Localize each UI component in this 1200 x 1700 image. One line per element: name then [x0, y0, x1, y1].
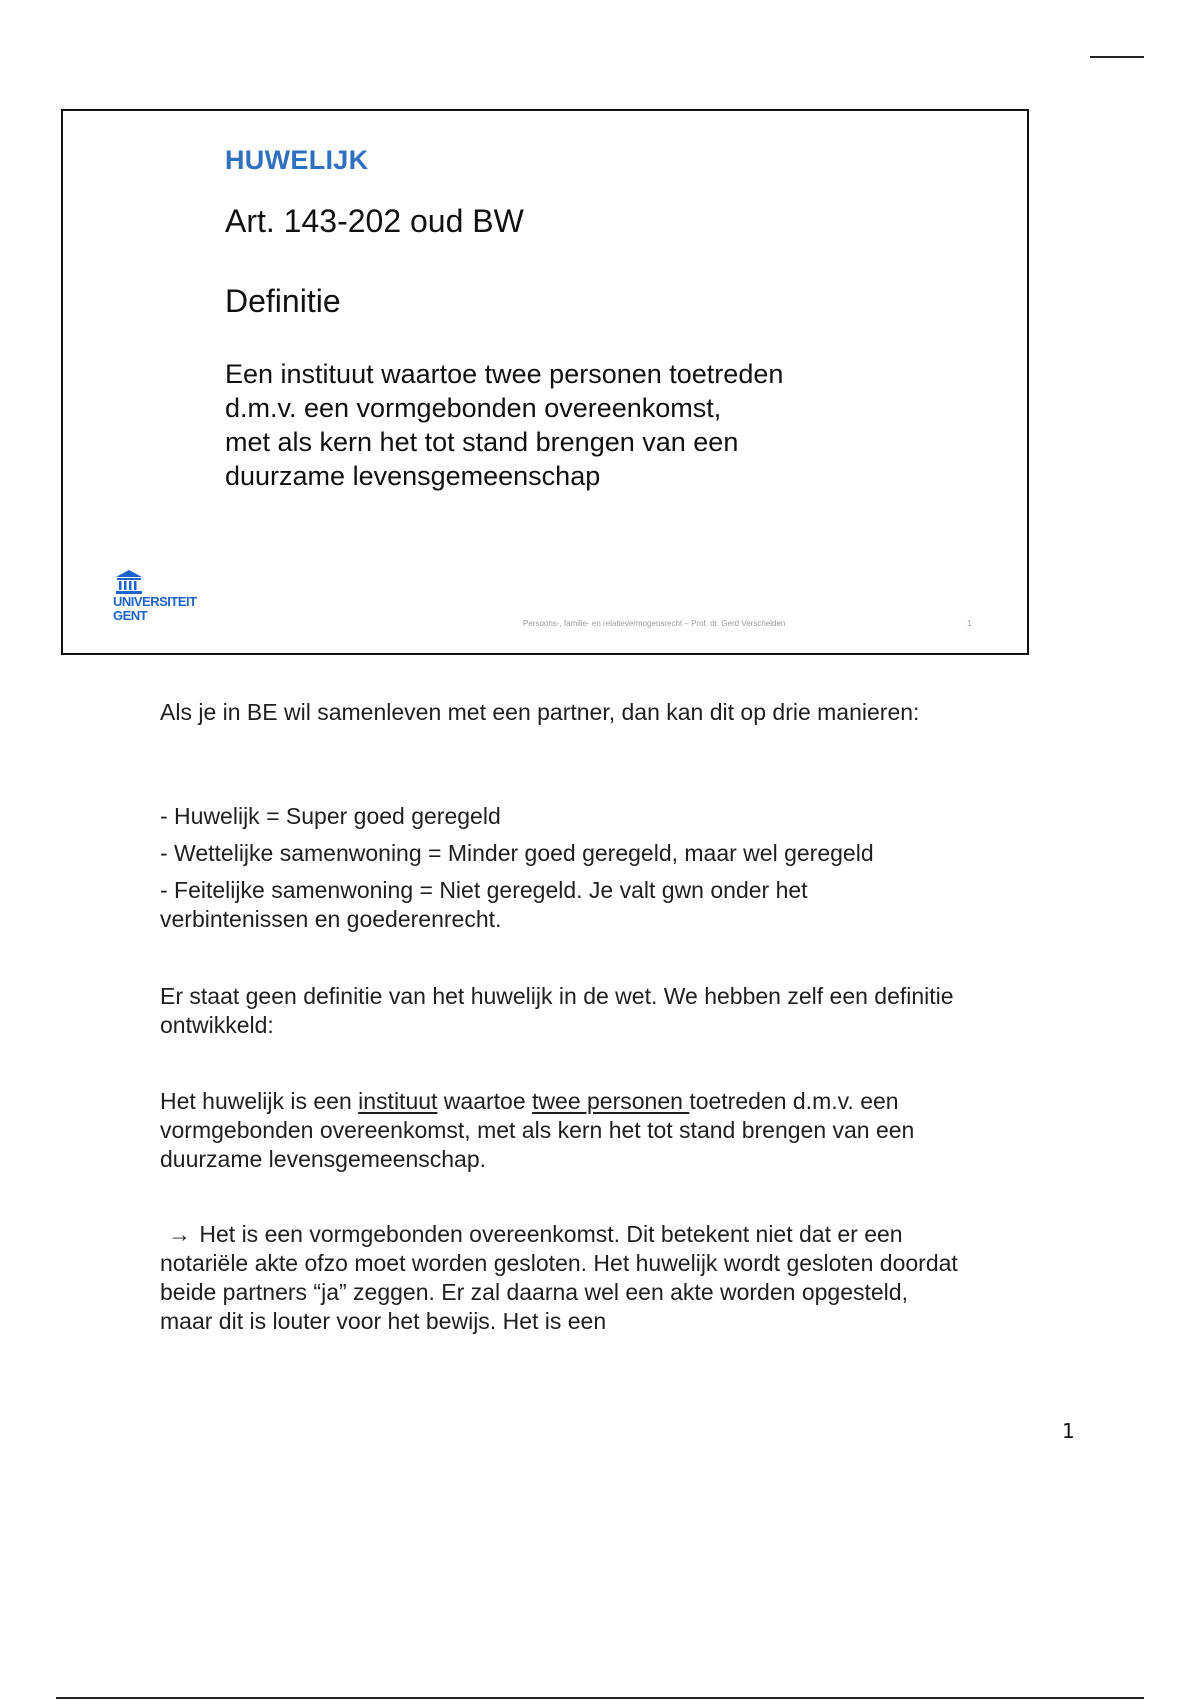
- slide: [61, 109, 1029, 655]
- slide-definition-line: met als kern het tot stand brengen van een: [225, 427, 739, 457]
- definition-paragraph: [160, 1087, 960, 1174]
- arrow-paragraph-text: Het is een vormgebonden overeenkomst. Dit betekent niet dat er een notariële akte ofzo moet worden gesloten. Het huwelijk wordt gesloten doordat beide partners “ja” zeggen. Er zal daarna wel een akte worden opgesteld, maar dit is louter voor het bewijs. Het is een: [160, 1221, 958, 1334]
- slide-definition-line: d.m.v. een vormgebonden overeenkomst,: [225, 393, 722, 423]
- underlined-term-twee-personen: twee personen: [532, 1088, 690, 1114]
- intro-paragraph: Als je in BE wil samenleven met een partner, dan kan dit op drie manieren:: [160, 699, 920, 725]
- definition-text: toetreden d.m.v. een vormgebonden overeenkomst, met als kern het tot stand brengen van een duurzame levensgemeenschap.: [160, 1088, 915, 1172]
- list-item: - Feitelijke samenwoning = Niet geregeld. Je valt gwn onder het verbintenissen en goederenrecht.: [160, 877, 808, 932]
- slide-heading: Definitie: [225, 283, 341, 319]
- university-building-icon: [115, 569, 143, 595]
- underlined-term-instituut: instituut: [358, 1088, 438, 1114]
- top-rule: [1090, 56, 1144, 58]
- list-item: - Huwelijk = Super goed geregeld: [160, 803, 501, 829]
- list-item: - Wettelijke samenwoning = Minder goed geregeld, maar wel geregeld: [160, 840, 874, 866]
- logo-text-line1: UNIVERSITEIT: [113, 594, 197, 609]
- definition-text: waartoe: [437, 1088, 533, 1114]
- slide-footer: Persoons-, familie- en relatievermogensrecht – Prof. dr. Gerd Verschelden: [523, 619, 786, 628]
- definition-note-paragraph: Er staat geen definitie van het huwelijk in de wet. We hebben zelf een definitie ontwikkeld:: [160, 983, 954, 1038]
- logo-text-line2: GENT: [113, 608, 148, 623]
- bullet-list: [160, 802, 960, 942]
- slide-definition-line: Een instituut waartoe twee personen toetreden: [225, 359, 784, 389]
- slide-definition-line: duurzame levensgemeenschap: [225, 461, 601, 491]
- bottom-rule: [56, 1697, 1144, 1699]
- slide-number: 1: [967, 619, 972, 628]
- slide-subtitle: Art. 143-202 oud BW: [225, 203, 524, 239]
- slide-title: HUWELIJK: [225, 145, 369, 175]
- definition-text: Het huwelijk is een: [160, 1088, 359, 1114]
- page-number: 1: [1062, 1419, 1075, 1443]
- arrow-right-icon: →: [168, 1221, 191, 1247]
- university-logo: [113, 569, 213, 623]
- slide-definition: [225, 357, 925, 493]
- arrow-paragraph: [160, 1220, 960, 1336]
